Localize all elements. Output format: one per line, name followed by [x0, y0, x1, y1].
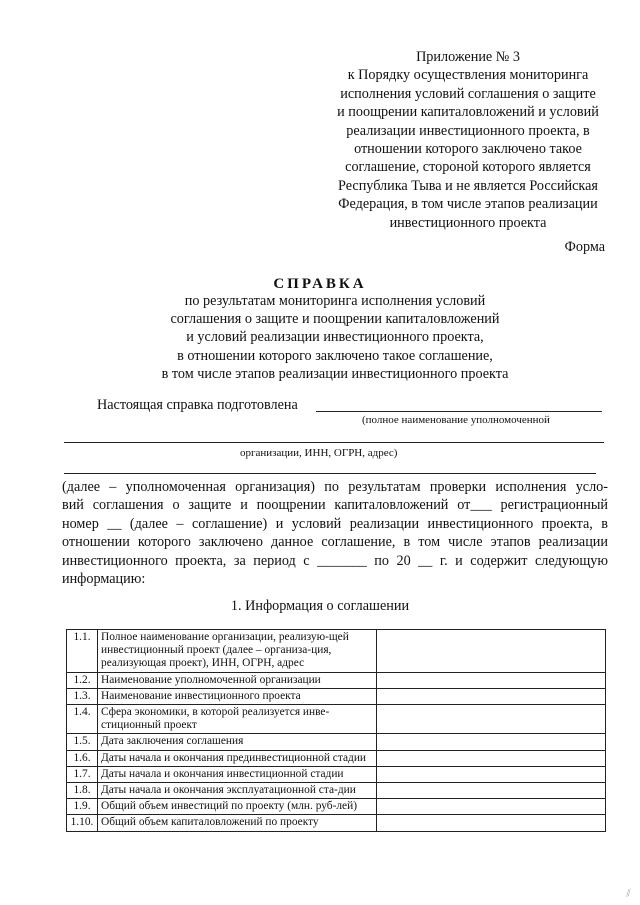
- scan-corner-mark: ⁄⁄: [624, 887, 632, 900]
- subtitle-line: соглашения о защите и поощрении капиталовложений: [170, 311, 500, 328]
- row-number: 1.1.: [67, 630, 98, 673]
- fill-in-line-organization-3: [64, 473, 596, 474]
- document-subtitle: [100, 292, 570, 383]
- appendix-line: и поощрении капиталовложений и условий: [337, 104, 599, 121]
- paragraph-line: вий соглашения о защите и поощрении капиталовложений от___ регистрационный: [62, 497, 608, 514]
- appendix-line: отношении которого заключено такое: [354, 141, 582, 158]
- row-description: Дата заключения соглашения: [98, 734, 377, 750]
- form-label: Форма: [564, 239, 605, 255]
- hint-organization-details: организации, ИНН, ОГРН, адрес): [240, 447, 398, 459]
- appendix-line: к Порядку осуществления мониторинга: [347, 67, 589, 84]
- row-value-cell: [377, 672, 606, 688]
- row-number: 1.7.: [67, 766, 98, 782]
- hint-organization: (полное наименование уполномоченной: [362, 414, 550, 426]
- row-number: 1.8.: [67, 783, 98, 799]
- subtitle-line: по результатам мониторинга исполнения условий: [184, 293, 486, 309]
- table-row: [67, 705, 606, 734]
- paragraph-line: инвестиционного проекта, за период с _______ по 20 __ г. и содержит следующую: [62, 552, 608, 569]
- fill-in-line-organization-2: [64, 442, 604, 443]
- appendix-line: исполнения условий соглашения о защите: [340, 85, 596, 102]
- paragraph-line: информацию:: [62, 571, 146, 588]
- row-description: Даты начала и окончания эксплуатационной ста-дии: [98, 783, 377, 799]
- paragraph-line: отношении которого заключено данное соглашение, в том числе этапов реализации: [62, 534, 608, 551]
- row-description: Даты начала и окончания прединвестиционной стадии: [98, 750, 377, 766]
- row-value-cell: [377, 799, 606, 815]
- appendix-line: инвестиционного проекта: [389, 214, 547, 231]
- section-title: 1. Информация о соглашении: [230, 598, 410, 614]
- row-description: Наименование уполномоченной организации: [98, 672, 377, 688]
- appendix-line: Республика Тыва и не является Российская: [338, 177, 598, 194]
- agreement-info-table: [66, 629, 606, 832]
- row-number: 1.5.: [67, 734, 98, 750]
- row-description: Сфера экономики, в которой реализуется инве-стиционный проект: [98, 705, 377, 734]
- row-number: 1.6.: [67, 750, 98, 766]
- table-row: [67, 688, 606, 704]
- subtitle-line: и условий реализации инвестиционного проекта,: [186, 329, 484, 346]
- table-row: [67, 766, 606, 782]
- row-value-cell: [377, 705, 606, 734]
- appendix-line: Федерация, в том числе этапов реализации: [338, 196, 598, 213]
- table-row: [67, 815, 606, 831]
- row-value-cell: [377, 734, 606, 750]
- row-value-cell: [377, 815, 606, 831]
- row-description: Общий объем инвестиций по проекту (млн. руб-лей): [98, 799, 377, 815]
- fill-in-line-organization: [316, 411, 602, 412]
- paragraph-line: (далее – уполномоченная организация) по результатам проверки исполнения усло-: [62, 479, 608, 495]
- subtitle-line: в отношении которого заключено такое соглашение,: [177, 347, 493, 364]
- appendix-line: Приложение № 3: [416, 49, 520, 65]
- row-value-cell: [377, 766, 606, 782]
- row-description: Полное наименование организации, реализую-щей инвестиционный проект (далее – организа-ция, реализующая проект), ИНН, ОГРН, адрес: [98, 630, 377, 673]
- table-row: [67, 799, 606, 815]
- appendix-line: реализации инвестиционного проекта, в: [346, 122, 590, 139]
- prepared-by-label: Настоящая справка подготовлена: [97, 397, 298, 413]
- row-number: 1.2.: [67, 672, 98, 688]
- table-row: [67, 630, 606, 673]
- row-value-cell: [377, 750, 606, 766]
- row-description: Наименование инвестиционного проекта: [98, 688, 377, 704]
- table-row: [67, 750, 606, 766]
- row-number: 1.10.: [67, 815, 98, 831]
- table-row: [67, 672, 606, 688]
- row-number: 1.3.: [67, 688, 98, 704]
- row-description: Общий объем капиталовложений по проекту: [98, 815, 377, 831]
- paragraph-line: номер __ (далее – соглашение) и условий реализации инвестиционного проекта, в: [62, 515, 608, 532]
- body-paragraph: [62, 478, 608, 588]
- row-value-cell: [377, 688, 606, 704]
- document-title: СПРАВКА: [273, 276, 367, 292]
- row-number: 1.4.: [67, 705, 98, 734]
- row-value-cell: [377, 783, 606, 799]
- appendix-header: [318, 48, 618, 232]
- table-row: [67, 734, 606, 750]
- appendix-line: соглашение, стороной которого является: [345, 159, 591, 176]
- row-number: 1.9.: [67, 799, 98, 815]
- row-description: Даты начала и окончания инвестиционной стадии: [98, 766, 377, 782]
- row-value-cell: [377, 630, 606, 673]
- subtitle-line: в том числе этапов реализации инвестиционного проекта: [161, 365, 509, 382]
- table-row: [67, 783, 606, 799]
